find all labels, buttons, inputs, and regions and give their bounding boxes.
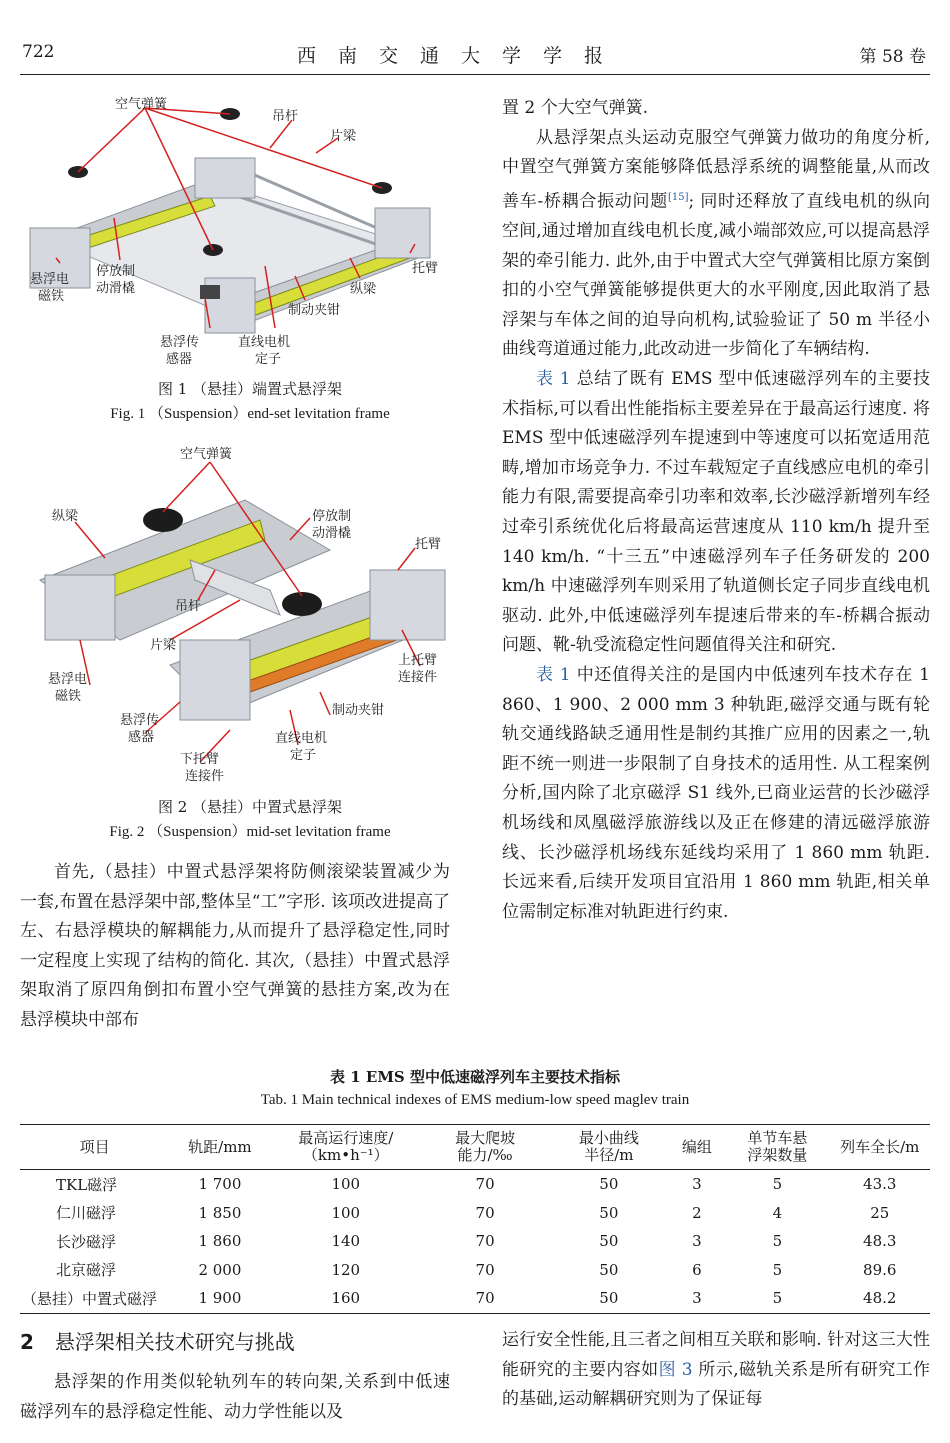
cell: 70 — [475, 1203, 495, 1222]
cell: 2 000 — [198, 1260, 242, 1279]
cell: 43.3 — [863, 1175, 897, 1194]
cell: 5 — [772, 1260, 783, 1279]
fig1-label-2: 片梁 — [330, 129, 357, 144]
th-radius: 最小曲线 半径/m — [549, 1125, 668, 1170]
fig2-label-4: 托臂 — [415, 537, 442, 552]
right-paragraph-3-text: 中还值得关注的是国内中低速列车技术存在 1 860、1 900、2 000 mm 3 种轨距,磁浮交通与既有轮轨交通线路缺乏通用性是制约其推广应用的因素之一,轨距不统一则进一步限制了自身技术的适用性. 从工程案例分析,国内除了北京磁浮 S1 线外,已商业运营的长沙磁浮机场线和凤凰磁浮旅游线以及正在修建的清远磁浮旅游线、长沙磁浮机场线东延线均采用了 1 860 mm 轨距. 长远来看,后续开发项目宜沿用 1 860 mm 轨距,相关单位需制定标准对轨距进行约束. — [502, 664, 930, 922]
th-length: 列车全长/m — [830, 1125, 931, 1170]
section-2-right-paragraph — [502, 1326, 930, 1415]
table-row — [20, 1227, 930, 1256]
fig2-label-17: 连接件 — [185, 769, 225, 784]
section-2-right-a: 运行安全性能,且三者之间相互关联和影响. 针对这三大性能研究的主要内容如 — [502, 1330, 930, 1380]
fig1-label-9: 制动夹钳 — [288, 303, 341, 318]
running-header — [0, 38, 950, 76]
cell: 5 — [772, 1175, 783, 1194]
fig2-label-7: 上托臂 — [398, 653, 438, 668]
fig1-label-6: 动滑橇 — [96, 281, 136, 296]
volume-label: 第 58 卷 — [859, 47, 926, 67]
cell: 仁川磁浮 — [56, 1204, 117, 1223]
fig1-label-3: 悬浮电 — [30, 272, 70, 287]
figure-1 — [20, 88, 480, 368]
cell: 6 — [692, 1260, 702, 1279]
table-1-caption-en: Tab. 1 Main technical indexes of EMS medium-low speed maglev train — [260, 1092, 690, 1108]
cell: 48.2 — [830, 1284, 931, 1313]
right-paragraph-0: 置 2 个大空气弹簧. — [502, 98, 649, 118]
right-paragraph-2 — [502, 365, 930, 661]
fig2-label-13: 感器 — [128, 730, 155, 745]
right-paragraph-1-b: ; 同时还释放了直线电机的纵向空间,通过增加直线电机长度,减小端部效应,可以提高悬浮架的牵引能力. 此外,由于中置式大空气弹簧相比原方案倒扣的小空气弹簧能够提供更大的水平刚度,因此取消了悬浮架与车体之间的迫导向机构,试验验证了 50 m 半径小曲线弯道通过能力,此改动进一步简化了车辆结构. — [502, 191, 930, 360]
fig2-label-0: 空气弹簧 — [180, 447, 233, 462]
th-item: 项目 — [20, 1125, 169, 1170]
cell: 70 — [475, 1260, 495, 1279]
right-column-text — [502, 94, 930, 927]
cell: 50 — [599, 1260, 619, 1279]
fig1-label-5: 停放制 — [96, 264, 136, 279]
cell: 70 — [475, 1232, 495, 1251]
fig1-label-8: 纵梁 — [350, 282, 377, 297]
right-paragraph-2-text: 总结了既有 EMS 型中低速磁浮列车的主要技术指标,可以看出性能指标主要差异在于最高运行速度. 将 EMS 型中低速磁浮列车提速到中等速度可以拓宽适用范畴,增加市场竞争力. 不过车载短定子直线感应电机的牵引能力有限,需要提高牵引功率和效率,长沙磁浮新增列车经过牵引系统优化后将最高运营速度从 110 km/h 提升至 140 km/h. “十三五”中速磁浮列车子任务研发的 200 km/h 中速磁浮列车则采用了轨道侧长定子同步直线电机驱动. 此外,中低速磁浮列车提速后带来的车-桥耦合振动问题、靴-轨受流稳定性问题值得关注和研究. — [502, 369, 930, 656]
table-1 — [20, 1124, 930, 1314]
figure-1-caption-en: Fig. 1 （Suspension）end-set levitation frame — [110, 406, 390, 422]
figure-2 — [20, 440, 480, 790]
table-header-row — [20, 1125, 930, 1170]
fig1-label-7: 托臂 — [412, 261, 439, 276]
figure-3-link[interactable]: 图 3 — [658, 1359, 693, 1380]
fig1-label-1: 吊杆 — [272, 109, 299, 124]
fig1-label-11: 感器 — [166, 352, 193, 367]
left-paragraph-1: 首先,（悬挂）中置式悬浮架将防侧滚梁装置减少为一套,布置在悬浮架中部,整体呈“工”字形. 该项改进提高了左、右悬浮模块的解耦能力,从而提升了悬浮稳定性,同时一定程度上实现了结构的简化. 其次,（悬挂）中置式悬浮架取消了原四角倒扣布置小空气弹簧的悬挂方案,改为在悬浮模块中部布 — [20, 862, 450, 1030]
cell: 140 — [331, 1232, 361, 1251]
fig2-label-1: 纵梁 — [52, 509, 79, 524]
section-2-left-paragraph: 悬浮架的作用类似轮轨列车的转向架,关系到中低速磁浮列车的悬浮稳定性能、动力学性能以及 — [20, 1372, 450, 1422]
cell: 50 — [549, 1284, 668, 1313]
cell: 1 700 — [198, 1175, 242, 1194]
fig1-label-4: 磁铁 — [38, 289, 65, 304]
right-paragraph-3 — [502, 661, 930, 927]
citation-15[interactable]: [15] — [667, 191, 689, 203]
cell: 4 — [772, 1203, 783, 1222]
table-1-link-2[interactable]: 表 1 — [536, 664, 571, 685]
left-column-text — [20, 858, 450, 1036]
cell: 3 — [692, 1175, 702, 1194]
right-paragraph-1 — [502, 124, 930, 365]
fig2-label-5: 吊杆 — [175, 599, 202, 614]
header-rule — [20, 74, 930, 75]
table-1-caption-cn: 表 1 EMS 型中低速磁浮列车主要技术指标 — [330, 1068, 620, 1086]
fig2-label-9: 悬浮电 — [48, 672, 88, 687]
cell: 1 850 — [198, 1203, 242, 1222]
cell: 1 900 — [169, 1284, 270, 1313]
fig2-label-12: 悬浮传 — [120, 713, 160, 728]
fig2-label-2: 停放制 — [312, 509, 352, 524]
fig1-label-13: 定子 — [255, 352, 282, 367]
figure-1-drawing — [20, 88, 480, 368]
cell: 1 860 — [198, 1232, 242, 1251]
section-2-right-b: 所示,磁轨关系是所有研究工作的基础,运动解耦研究则为了保证每 — [502, 1359, 931, 1410]
fig1-label-10: 悬浮传 — [160, 335, 200, 350]
fig2-label-8: 连接件 — [398, 670, 438, 685]
table-1-link[interactable]: 表 1 — [536, 369, 571, 389]
th-speed: 最高运行速度/ （km•h⁻¹） — [271, 1125, 422, 1170]
cell: 长沙磁浮 — [56, 1232, 117, 1251]
right-paragraph-1-a: 从悬浮架点头运动克服空气弹簧力做功的角度分析,中置空气弹簧方案能够降低悬浮系统的调整能量,从而改善车-桥耦合振动问题 — [502, 127, 930, 212]
cell: TKL磁浮 — [56, 1175, 118, 1194]
cell: 50 — [599, 1232, 619, 1251]
fig2-label-3: 动滑橇 — [312, 526, 352, 541]
cell: 北京磁浮 — [56, 1261, 117, 1280]
section-number: 2 — [20, 1330, 34, 1354]
table-row — [20, 1256, 930, 1285]
section-title: 悬浮架相关技术研究与挑战 — [54, 1330, 295, 1354]
figure-2-caption-cn: 图 2 （悬挂）中置式悬浮架 — [157, 798, 343, 816]
cell: 2 — [692, 1203, 702, 1222]
cell: 3 — [692, 1232, 702, 1251]
fig2-label-14: 直线电机 — [275, 731, 328, 746]
table-row — [20, 1170, 930, 1199]
cell: 70 — [475, 1175, 495, 1194]
cell: 120 — [331, 1260, 361, 1279]
cell: 25 — [870, 1203, 890, 1222]
fig2-label-10: 磁铁 — [55, 689, 82, 704]
section-2-left-text — [20, 1368, 450, 1427]
page-number: 722 — [22, 42, 55, 62]
fig2-label-16: 下托臂 — [180, 752, 220, 767]
cell: 3 — [669, 1284, 726, 1313]
cell: （悬挂）中置式磁浮 — [20, 1284, 169, 1313]
th-grade: 最大爬坡 能力/‰ — [421, 1125, 549, 1170]
fig1-label-12: 直线电机 — [238, 335, 291, 350]
cell: 100 — [331, 1203, 361, 1222]
cell: 160 — [271, 1284, 422, 1313]
th-bogies: 单节车悬 浮架数量 — [725, 1125, 829, 1170]
th-formation: 编组 — [669, 1125, 726, 1170]
fig1-label-0: 空气弹簧 — [115, 97, 168, 112]
cell: 89.6 — [863, 1260, 897, 1279]
fig2-label-6: 片梁 — [150, 638, 177, 653]
figure-1-caption-cn: 图 1 （悬挂）端置式悬浮架 — [157, 380, 343, 398]
cell: 48.3 — [863, 1232, 897, 1251]
table-row — [20, 1284, 930, 1313]
figure-2-drawing — [20, 440, 480, 790]
th-gauge: 轨距/mm — [169, 1125, 270, 1170]
cell: 70 — [421, 1284, 549, 1313]
fig2-label-15: 定子 — [290, 748, 317, 763]
journal-title: 西南交通大学学报 — [297, 45, 626, 67]
section-2-heading — [20, 1326, 295, 1355]
fig2-label-11: 制动夹钳 — [332, 703, 385, 718]
cell: 100 — [331, 1175, 361, 1194]
cell: 5 — [725, 1284, 829, 1313]
cell: 5 — [772, 1232, 783, 1251]
figure-2-caption-en: Fig. 2 （Suspension）mid-set levitation frame — [109, 824, 391, 840]
cell: 50 — [599, 1175, 619, 1194]
table-row — [20, 1199, 930, 1228]
cell: 50 — [599, 1203, 619, 1222]
section-2-right-text — [502, 1326, 930, 1415]
